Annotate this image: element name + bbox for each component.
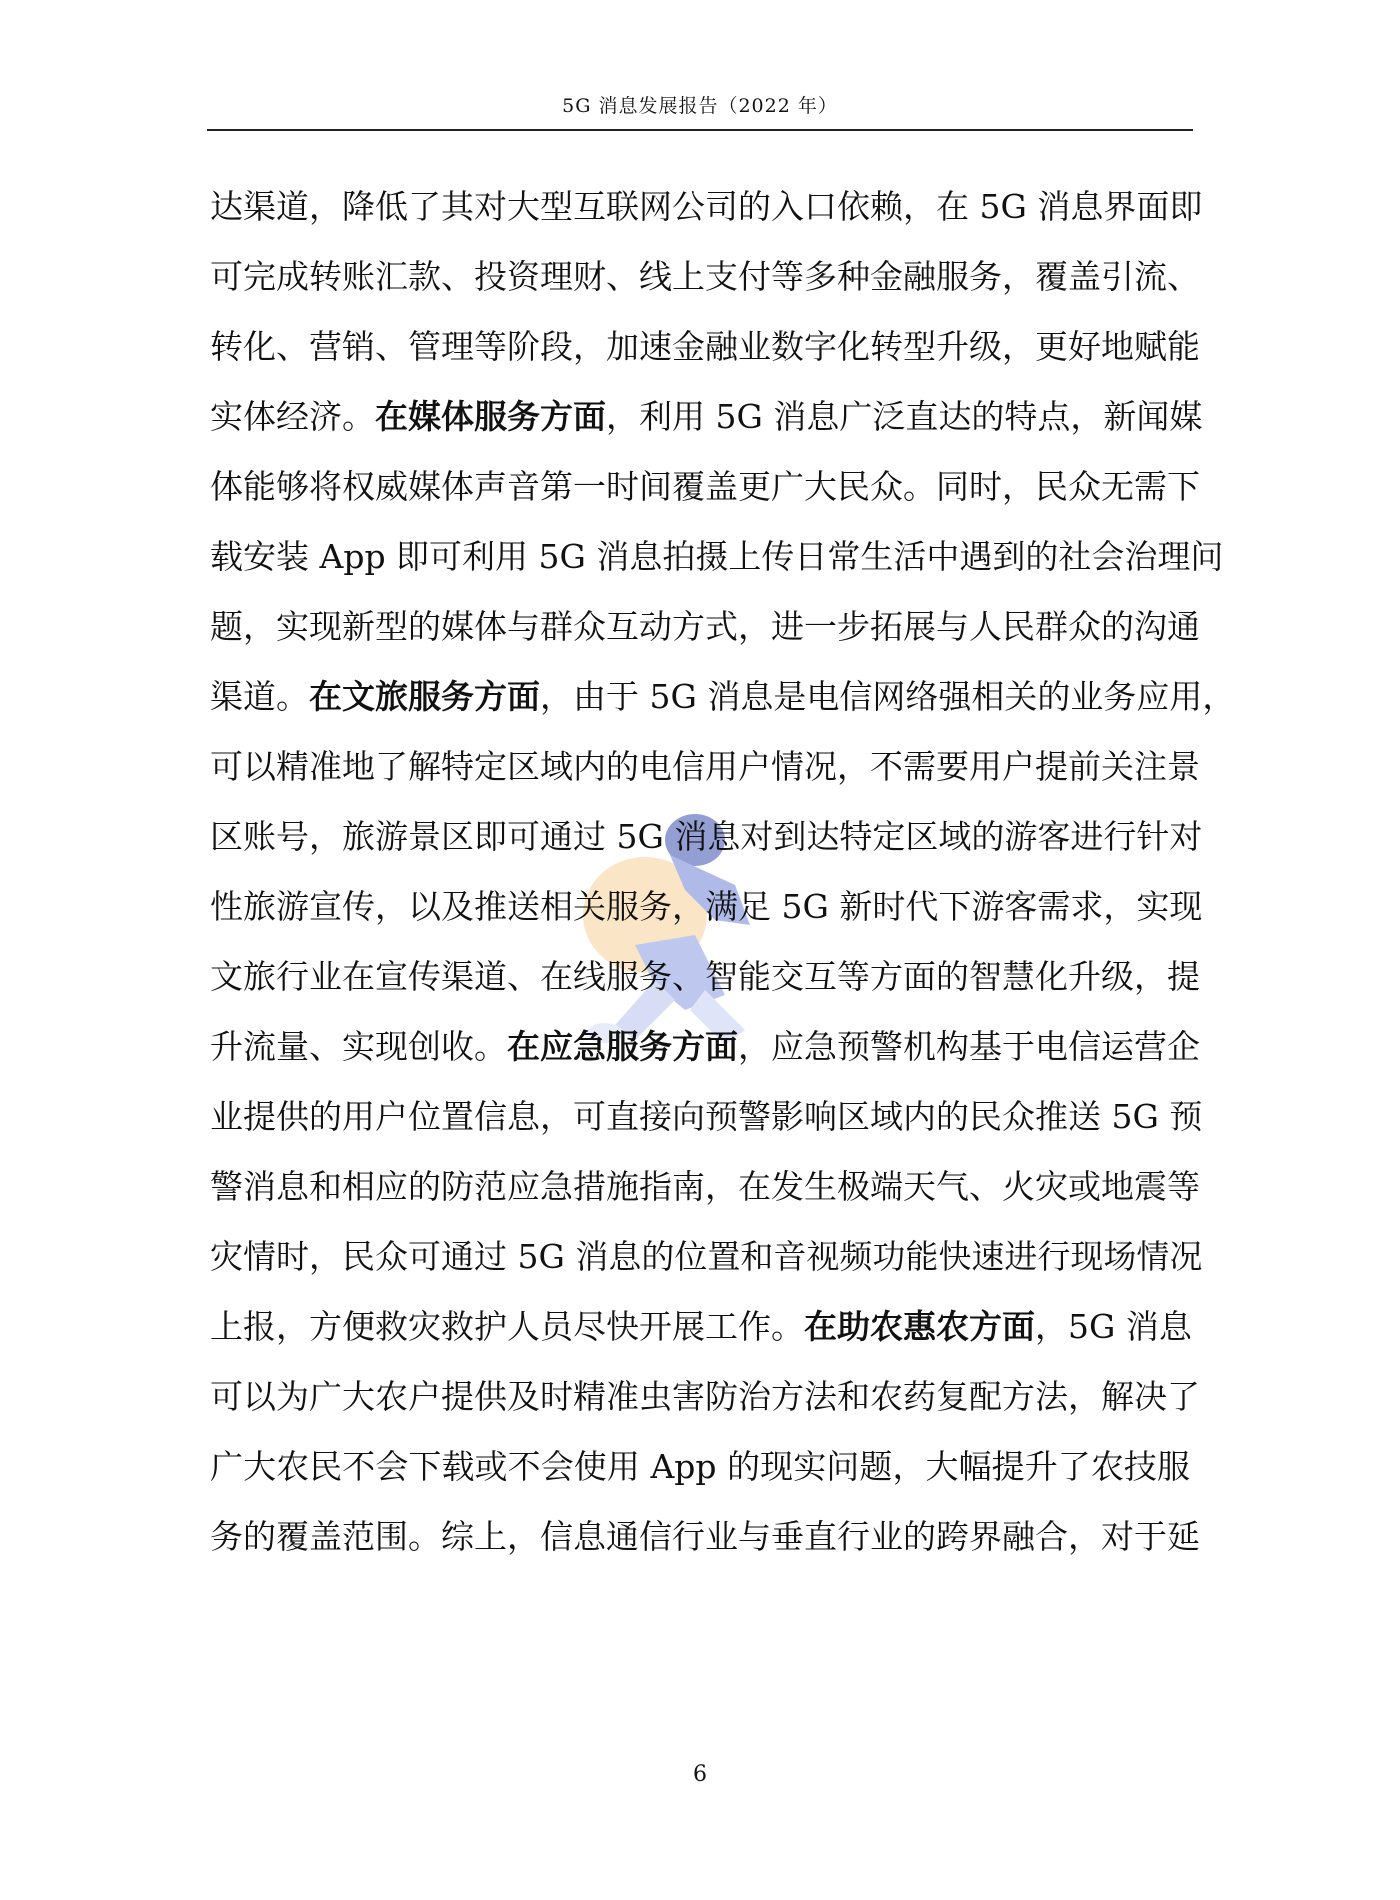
text-line: [210, 1362, 1200, 1432]
text-line: [210, 172, 1203, 242]
text-segment: 可以为广大农户提供及时精准虫害防治方法和农药复配方法，解决了: [210, 1377, 1200, 1416]
text-line: [210, 592, 1200, 662]
text-segment: 广大农民不会下载或不会使用 App 的现实问题，大幅提升了农技服: [210, 1447, 1190, 1486]
page-header: [207, 93, 1193, 131]
header-title: 5G 消息发展报告（2022 年）: [562, 95, 838, 117]
text-line: [210, 1502, 1200, 1572]
text-segment: ，5G 消息: [1035, 1307, 1192, 1346]
bold-heading-phrase: 在助农惠农方面: [804, 1307, 1035, 1346]
text-line: [210, 312, 1200, 382]
text-line: [210, 1082, 1203, 1152]
text-line: [210, 942, 1200, 1012]
text-line: [210, 732, 1200, 802]
text-segment: 业提供的用户位置信息，可直接向预警影响区域内的民众推送 5G 预: [210, 1097, 1203, 1136]
header-rule: [207, 129, 1193, 131]
page-number: 6: [693, 1762, 707, 1787]
text-segment: ，利用 5G 消息广泛直达的特点，新闻媒: [606, 397, 1203, 436]
text-line: [210, 242, 1200, 312]
text-segment: 可以精准地了解特定区域内的电信用户情况，不需要用户提前关注景: [210, 747, 1200, 786]
text-line: [210, 382, 1203, 452]
text-segment: 转化、营销、管理等阶段，加速金融业数字化转型升级，更好地赋能: [210, 327, 1200, 366]
text-segment: 渠道。: [210, 677, 309, 716]
body-text: [210, 172, 1236, 1572]
text-line: [210, 872, 1203, 942]
text-segment: 可完成转账汇款、投资理财、线上支付等多种金融服务，覆盖引流、: [210, 257, 1200, 296]
text-segment: ，应急预警机构基于电信运营企: [738, 1027, 1200, 1066]
text-segment: 性旅游宣传，以及推送相关服务，满足 5G 新时代下游客需求，实现: [210, 887, 1203, 926]
text-segment: 达渠道，降低了其对大型互联网公司的入口依赖，在 5G 消息界面即: [210, 187, 1203, 226]
bold-heading-phrase: 在媒体服务方面: [375, 397, 606, 436]
text-line: [210, 802, 1203, 872]
text-segment: 载安装 App 即可利用 5G 消息拍摄上传日常生活中遇到的社会治理问: [210, 537, 1224, 576]
text-segment: 文旅行业在宣传渠道、在线服务、智能交互等方面的智慧化升级，提: [210, 957, 1200, 996]
text-line: [210, 662, 1236, 732]
text-segment: 题，实现新型的媒体与群众互动方式，进一步拓展与人民群众的沟通: [210, 607, 1200, 646]
text-segment: 体能够将权威媒体声音第一时间覆盖更广大民众。同时，民众无需下: [210, 467, 1200, 506]
text-segment: 上报，方便救灾救护人员尽快开展工作。: [210, 1307, 804, 1346]
text-segment: 务的覆盖范围。综上，信息通信行业与垂直行业的跨界融合，对于延: [210, 1517, 1200, 1556]
bold-heading-phrase: 在应急服务方面: [507, 1027, 738, 1066]
text-line: [210, 1222, 1203, 1292]
text-line: [210, 1292, 1190, 1362]
text-segment: 警消息和相应的防范应急措施指南，在发生极端天气、火灾或地震等: [210, 1167, 1200, 1206]
text-line: [210, 1152, 1200, 1222]
text-line: [210, 522, 1224, 592]
bold-heading-phrase: 在文旅服务方面: [309, 677, 540, 716]
text-line: [210, 1012, 1200, 1082]
text-segment: 区账号，旅游景区即可通过 5G 消息对到达特定区域的游客进行针对: [210, 817, 1203, 856]
text-segment: 灾情时，民众可通过 5G 消息的位置和音视频功能快速进行现场情况: [210, 1237, 1203, 1276]
text-segment: 升流量、实现创收。: [210, 1027, 507, 1066]
text-segment: 实体经济。: [210, 397, 375, 436]
text-segment: ，由于 5G 消息是电信网络强相关的业务应用，: [540, 677, 1236, 716]
text-line: [210, 452, 1200, 522]
text-line: [210, 1432, 1190, 1502]
